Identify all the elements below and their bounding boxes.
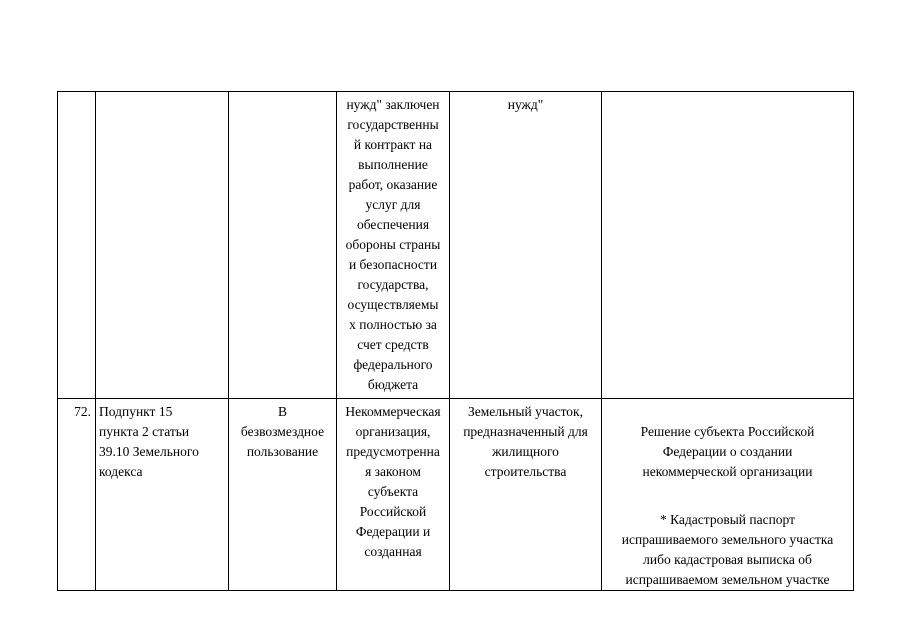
cell-applicant: Некоммерческая организация, предусмотренна я законом субъекта Российской Федерации и созданная <box>337 399 450 591</box>
table-row-72 <box>58 399 854 591</box>
land-plots-table <box>57 91 854 591</box>
cell-documents <box>602 92 854 399</box>
cell-land-plot: Земельный участок, предназначенный для жилищного строительства <box>450 399 602 591</box>
cell-number <box>58 92 96 399</box>
document-cadastral: * Кадастровый паспорт испрашиваемого земельного участка либо кадастровая выписка об испрашиваемом земельном участке <box>621 512 834 587</box>
cell-right-type: В безвозмездное пользование <box>229 399 337 591</box>
document-decision: Решение субъекта Российской Федерации о создании некоммерческой организации <box>640 424 815 479</box>
cell-applicant: нужд" заключен государственны й контракт на выполнение работ, оказание услуг для обеспечения обороны страны и безопасности государства, осуществляемы х полностью за счет средств федерального бюджета <box>337 92 450 399</box>
cell-right-type <box>229 92 337 399</box>
cell-land-plot: нужд" <box>450 92 602 399</box>
table-row-continuation <box>58 92 854 399</box>
cell-documents <box>602 399 854 591</box>
cell-legal-basis: Подпункт 15 пункта 2 статьи 39.10 Земельного кодекса <box>96 399 229 591</box>
paragraph-gap <box>605 482 850 490</box>
cell-number: 72. <box>58 399 96 591</box>
cell-legal-basis <box>96 92 229 399</box>
